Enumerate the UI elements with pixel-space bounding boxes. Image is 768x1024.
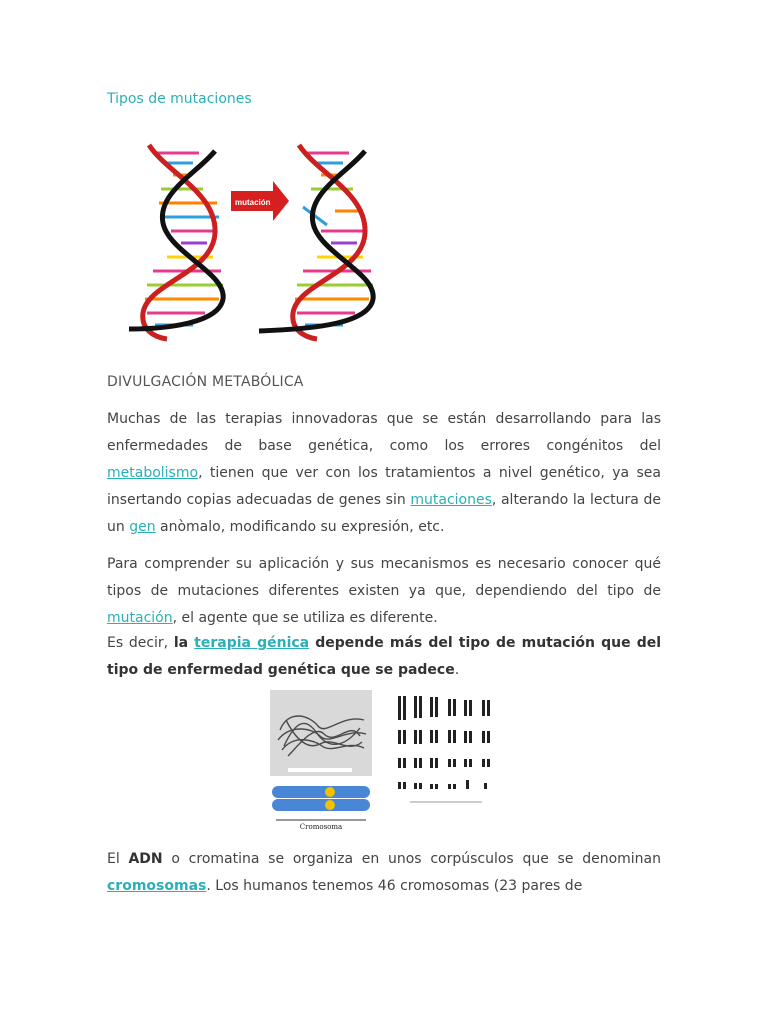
p3-bold-2: depende más del tipo de mutación que del tipo de enfermedad genética que se padece	[107, 635, 662, 678]
link-gen[interactable]: gen	[129, 519, 156, 535]
p2-text-1: Para comprender su aplicación y sus mecanismos es necesario conocer qué tipos de mutaciones diferentes existen ya que, dependiendo del tipo de	[107, 556, 661, 599]
p3-text-2: .	[454, 662, 460, 678]
p1-text-4: anòmalo, modificando su expresión, etc.	[155, 519, 445, 535]
p1-text-3: , alterando la lectura de un	[107, 492, 661, 535]
link-metabolismo[interactable]: metabolismo	[107, 465, 199, 481]
section-title: DIVULGACIÓN METABÓLICA	[107, 374, 304, 390]
p1-text-1: Muchas de las terapias innovadoras que se están desarrollando para las enfermedades de base genética, como los errores congénitos del	[107, 411, 661, 454]
p4-text-3: . Los humanos tenemos 46 cromosomas (23 pares de	[206, 878, 583, 894]
p4-text-2: o cromatina se organiza en unos corpúsculos que se denominan	[162, 851, 661, 867]
p3-text-1: Es decir,	[107, 635, 174, 651]
p4-bold-adn: ADN	[128, 851, 163, 867]
link-mutaciones[interactable]: mutaciones	[410, 492, 492, 508]
p2-text-2: , el agente que se utiliza es diferente.	[172, 610, 438, 626]
heading-link[interactable]: Tipos de mutaciones	[107, 91, 252, 107]
p3-bold-1: la	[173, 635, 195, 651]
link-mutacion[interactable]: mutación	[107, 610, 173, 626]
dna-mutation-figure	[107, 133, 407, 355]
chromosome-figure	[268, 690, 374, 832]
p4-text-1: El	[107, 851, 129, 867]
karyotype-figure	[390, 690, 502, 808]
link-terapia-genica[interactable]: terapia génica	[194, 635, 310, 651]
link-cromosomas[interactable]: cromosomas	[107, 878, 207, 894]
paragraph-mechanisms	[107, 551, 661, 632]
arrow-label: mutación	[235, 198, 271, 207]
p1-text-2: , tienen que ver con los tratamientos a nivel genético, ya sea insertando copias adecuadas de genes sin	[107, 465, 661, 508]
paragraph-gene-therapy	[107, 630, 661, 684]
chromosome-caption: Cromosoma	[299, 823, 343, 831]
paragraph-chromosomes	[107, 846, 661, 900]
paragraph-therapies	[107, 406, 661, 541]
